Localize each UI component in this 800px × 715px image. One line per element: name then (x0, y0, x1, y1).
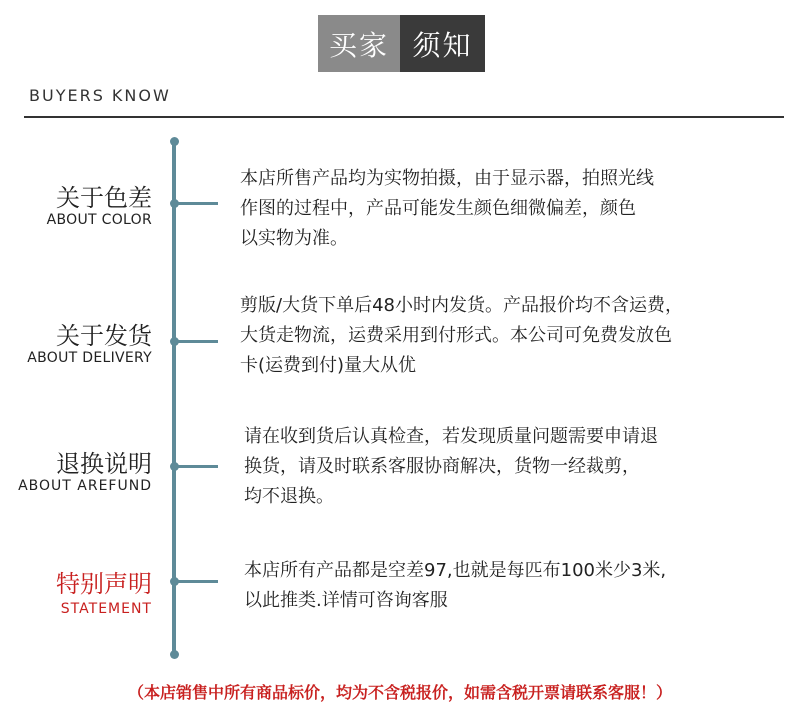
section-label-en-delivery: ABOUT DELIVERY (27, 350, 152, 366)
timeline-branch-statement (176, 580, 218, 583)
footer-notice: （本店销售中所有商品标价，均为不含税报价，如需含税开票请联系客服！） (127, 683, 672, 702)
text-line: 换货，请及时联系客服协商解决，货物一经裁剪， (244, 456, 640, 477)
text-line: 请在收到货后认真检查，若发现质量问题需要申请退 (244, 426, 658, 447)
section-label-cn-refund: 退换说明 (56, 450, 152, 478)
section-label-en-refund: ABOUT AREFUND (18, 478, 152, 494)
subtitle: BUYERS KNOW (29, 86, 171, 105)
timeline-branch-refund (176, 465, 218, 468)
title-left: 买家 (318, 15, 400, 72)
text-line: 大货走物流，运费采用到付形式。本公司可免费发放色 (240, 325, 672, 346)
section-text-delivery (240, 291, 683, 381)
timeline-branch-color (176, 202, 218, 205)
text-line: 卡(运费到付)量大从优 (240, 355, 417, 376)
section-label-en-statement: STATEMENT (60, 601, 152, 617)
text-line: 均不退换。 (244, 486, 334, 507)
timeline-bottom-dot (170, 650, 179, 659)
section-text-statement (244, 556, 666, 616)
title-right: 须知 (400, 15, 485, 72)
text-line: 本店所有产品都是空差97,也就是每匹布100米少3米, (244, 560, 667, 581)
section-text-color (240, 164, 654, 254)
timeline-branch-delivery (176, 340, 218, 343)
text-line: 以此推类.详情可咨询客服 (244, 590, 448, 611)
section-label-cn-delivery: 关于发货 (56, 322, 152, 350)
text-line: 本店所售产品均为实物拍摄，由于显示器，拍照光线 (240, 168, 654, 189)
timeline-top-dot (170, 137, 179, 146)
text-line: 剪版/大货下单后48小时内发货。产品报价均不含运费， (240, 295, 683, 316)
text-line: 以实物为准。 (240, 228, 348, 249)
section-label-en-color: ABOUT COLOR (46, 212, 152, 228)
section-label-cn-color: 关于色差 (56, 184, 152, 212)
section-label-cn-statement: 特别声明 (56, 570, 152, 598)
header-divider (24, 116, 784, 118)
section-text-refund (244, 422, 658, 512)
text-line: 作图的过程中，产品可能发生颜色细微偏差，颜色 (240, 198, 636, 219)
